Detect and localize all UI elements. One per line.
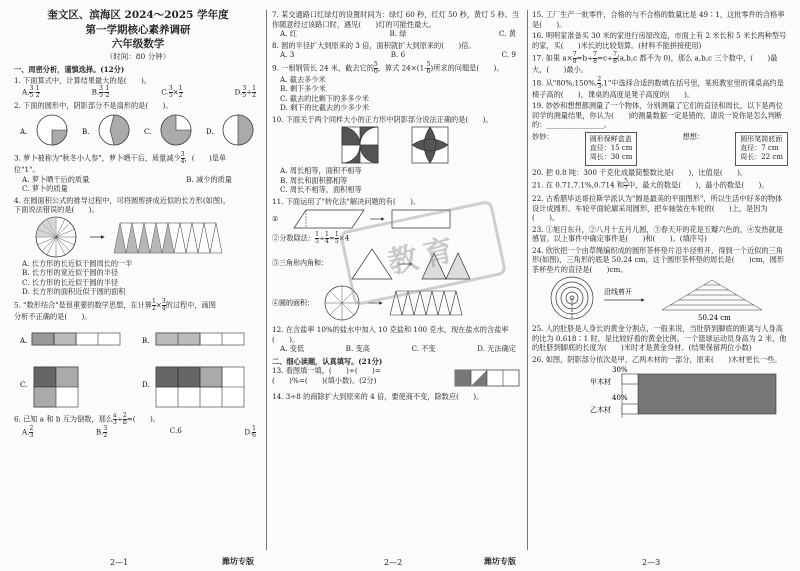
- column-divider-1: [266, 10, 267, 550]
- q5-option-c-label: C.: [20, 381, 28, 390]
- q9-options: [272, 75, 522, 113]
- q6-option-d[interactable]: D. $\frac{1}{6}$: [244, 425, 256, 440]
- question-11: 11. 下面运用了"转化法"解决问题的有( )。: [272, 196, 421, 206]
- q5-option-b-label: B.: [142, 337, 150, 346]
- exam-subtitle: 第一学期核心素养调研: [85, 23, 191, 36]
- column-3: [532, 8, 788, 420]
- q3-option-a[interactable]: A. 萝卜晒干后的质量: [22, 174, 90, 184]
- question-5: 5. "数形结合"是很重要的数学思想，在计算 $\frac{1}{2}$ × $\frac{3}{4}$ 的过程中，画图: [14, 297, 216, 312]
- q3-options: [14, 175, 262, 194]
- q2-circle-figures: [14, 110, 262, 150]
- question-8: 8. 圆的半径扩大到原来的 3 倍，面积就扩大到原来的( )倍。: [272, 40, 476, 50]
- question-4-cont: 下面说法错误的是( )。: [14, 205, 99, 215]
- q13-fraction-bar: [454, 366, 522, 390]
- q11-item-2: ②分数除法： $\frac{1}{5}$ ÷ $\frac{1}{4}$ = $\frac{1}{5}$ ×4: [272, 231, 350, 245]
- q10-option-b[interactable]: B. 周长和面积都相等: [280, 175, 348, 185]
- q10-square-left: [342, 127, 378, 163]
- q10-square-right: [412, 127, 448, 163]
- q5-figures: [14, 321, 262, 411]
- q26-wood-figure: [532, 364, 788, 420]
- footer-page-2: 2—2: [384, 558, 403, 567]
- question-4: 4. 在圆面积公式的推导过程中，可将圆剪拼成近似的长方形(如图)，: [14, 195, 231, 205]
- q11-item-4-label: ④圆的面积：: [272, 299, 314, 307]
- q9-option-d[interactable]: D. 剩下的比截去的少多少米: [280, 103, 370, 112]
- watermark-stamp: 教育: [339, 200, 507, 307]
- question-5-cont: 分析不正确的是( )。: [14, 311, 92, 321]
- section-1-title: 一、周密分析，谨慎选择。(12分): [14, 64, 125, 74]
- q7-option-a[interactable]: A. 红: [280, 29, 297, 38]
- q26-wood-a: [622, 374, 638, 384]
- q4-option-a[interactable]: A. 长方形的长近似于圆周长的一半: [22, 258, 133, 268]
- q1-option-a[interactable]: A. $\frac{3}{5}$ - $\frac{1}{2}$: [22, 84, 40, 99]
- question-9: 9. 一根钢管长 24 米，截去它的 $\frac{5}{6}$ ，算式 24×(1- $\frac{5}{6}$ )所求的问题是( )。: [272, 60, 504, 75]
- q8-options: [272, 50, 522, 60]
- q2-option-d-label: D.: [206, 128, 214, 137]
- q4-option-d[interactable]: D. 长方形的面积近似于圆的面积: [22, 287, 126, 297]
- q26-shaded-overlap: [638, 374, 776, 414]
- q2-option-b-label: B.: [82, 128, 90, 137]
- q3-option-c[interactable]: C. 萝卜的质量: [22, 184, 68, 194]
- q26-label-b: 乙木材: [590, 406, 611, 415]
- question-17: 17. 如果 a× $\frac{7}{8}$ =b÷ $\frac{7}{8}$ =c÷ $\frac{7}{8}$ (a,b,c 都不为 0)，那么 a,b,c 三个数中，( )最大，( )最小。: [532, 51, 778, 74]
- q6-option-b[interactable]: B. $\frac{3}{2}$: [95, 425, 108, 440]
- q24-coaster-figure: [532, 274, 788, 322]
- question-12: 12. 在含盐率 10%的盐水中加入 10 克盐和 100 克水，现在盐水的含盐率( )。: [272, 325, 509, 344]
- q24-base-label: 50.24 cm: [698, 314, 731, 323]
- q12-option-c[interactable]: C. 不变: [411, 344, 436, 353]
- q10-square-figures: [272, 124, 522, 166]
- q1-option-b[interactable]: B. $\frac{3}{5}$ - $\frac{1}{2}$: [91, 84, 110, 99]
- question-22: 22. 古希腊毕达哥拉斯学派认为"圆是最美的平面图形"，所以生活中好多的物体设计成圆形。车轮平面轮廓采用圆形，把车轴装在车轮的( )上，是因为( )。: [532, 194, 783, 223]
- exam-grade: 六年级数学: [111, 38, 165, 51]
- q1-option-c[interactable]: C. $\frac{3}{5}$ × $\frac{1}{2}$: [161, 84, 183, 99]
- q7-options: [272, 29, 522, 39]
- q5-figure-c: [34, 367, 78, 407]
- footer-page-1: 2—1: [110, 558, 129, 567]
- q1-option-d[interactable]: D. $\frac{3}{5}$ ÷ $\frac{1}{2}$: [234, 84, 256, 99]
- q26-label-a: 甲木材: [590, 378, 611, 387]
- q26-pct-b: 40%: [612, 394, 628, 403]
- q4-options: [14, 259, 262, 297]
- question-23: 23. ①旭日东升，②八月十五月儿圆，③春天开的花是五瓣六色的，④发热就是感冒。以上事件中确定事件是( )和( )。(填序号): [532, 224, 783, 244]
- footer-page-3: 2—3: [642, 558, 661, 567]
- q4-option-b[interactable]: B. 长方形的宽近似于圆的半径: [22, 268, 119, 278]
- q19-box-lid: 圆形保鲜盒盖 直径：15 cm 周长：30 cm: [585, 132, 638, 166]
- question-19: 19. 妙妙和想想都测量了一个物体，分别测量了它们的直径和周长，以下是两位同学的测量结果，你认为( )的测量数据一定是错的，请说一说你是怎么判断的：________________。: [532, 101, 783, 129]
- q6-option-c[interactable]: C.6: [169, 426, 182, 436]
- q2-option-a-label: A.: [20, 128, 28, 137]
- q11-item-3-label: ③三角形内角和：: [272, 259, 328, 267]
- question-3-cont: 位"1"。: [14, 165, 40, 175]
- q10-option-c[interactable]: C. 周长不相等，面积相等: [280, 185, 362, 194]
- exam-time: （时间：80 分钟）: [105, 52, 171, 62]
- q5-figure-b: [156, 333, 244, 345]
- q5-figure-d: [156, 367, 244, 407]
- question-15: 15. 工厂生产一批零件，合格的与不合格的数量比是 49∶1，这批零件的合格率是( )。: [532, 10, 785, 29]
- q8-option-b[interactable]: B. 6: [390, 50, 406, 59]
- q10-options: [272, 166, 522, 195]
- q7-option-c[interactable]: C. 黄: [499, 29, 516, 38]
- question-7: 7. 某交通路口红绿灯的设置时间为：绿灯 60 秒，红灯 50 秒，黄灯 5 秒。当你随意经过该路口时，遇见( )灯的可能性最大。: [272, 10, 519, 29]
- q7-option-b[interactable]: B. 绿: [389, 29, 407, 38]
- question-1: 1. 下面算式中，计算结果最大的是( )。: [14, 76, 151, 86]
- q3-option-b[interactable]: B. 减少的质量: [186, 174, 232, 184]
- question-20: 20. 把 0.8 吨：300 千克化成最简整数比是( )，比值是( )。: [532, 167, 748, 177]
- q12-option-d[interactable]: D. 无法确定: [477, 344, 516, 353]
- q8-option-a[interactable]: A. 3: [280, 50, 295, 59]
- q1-options: [14, 86, 262, 99]
- footer-brand-1: 潍坊专版: [222, 556, 254, 566]
- question-3: 3. 萝卜被称为"秋冬小人参"，萝卜晒干后，质量减少 $\frac{3}{4}$ ，( )是单: [14, 151, 227, 166]
- q2-semicircle-d: [238, 115, 253, 145]
- q2-nonsector-b: [110, 115, 129, 145]
- q10-option-a[interactable]: A. 周长相等，面积不相等: [280, 166, 362, 175]
- question-13: 13. 看图填一填。( )÷( )= ( )%=( )(填小数)。(2分): [272, 366, 522, 390]
- footer-brand-2: 潍坊专版: [484, 556, 516, 566]
- section-2-title: 二、细心读题，认真填写。(21分): [272, 356, 383, 366]
- q9-option-a[interactable]: A. 截去多少米: [280, 74, 326, 84]
- q11-parallelogram: [294, 210, 364, 228]
- q5-figure-a: [32, 333, 120, 345]
- exam-title: 奎文区、滨海区 2024～2025 学年度: [47, 9, 229, 21]
- q19-box-penholder: 圆形笔筒底面 直径：7 cm 周长：22 cm: [735, 132, 788, 166]
- question-24: 24. 欣欣把一个由草绳编织成的圆形茶杯垫片沿半径剪开，得到一个近似的三角形(如图)，三角形的底是 50.24 cm，这个圆形茶杯垫的周长是( )cm，圆形茶杯垫片的直径是( )cm。: [532, 245, 785, 274]
- question-2: 2. 下面的圆形中，阴影部分不是扇形的是( )。: [14, 100, 173, 110]
- q9-option-b[interactable]: B. 剩下多少米: [280, 84, 326, 93]
- q11-item-1-label: ①: [272, 215, 279, 223]
- q5-option-a-label: A.: [20, 337, 28, 346]
- q19-measurements: [532, 132, 788, 166]
- q5-option-d-label: D.: [142, 381, 150, 390]
- column-divider-2: [527, 10, 528, 550]
- q12-option-b[interactable]: B. 变高: [345, 344, 370, 353]
- q19-label-miaomiao: 妙妙：: [532, 131, 554, 141]
- question-26: 26. 如图，阴影部分依次是甲、乙两木材的一部分，原来( )木材更长一些。: [532, 354, 782, 364]
- q6-option-a[interactable]: A. $\frac{2}{3}$: [22, 425, 34, 440]
- q6-options: [14, 426, 262, 439]
- q9-option-c[interactable]: C. 截去的比剩下的多多少米: [280, 93, 369, 103]
- q26-wood-b: [622, 404, 638, 414]
- question-6: 6. 已知 a 和 b 互为倒数，那么 $\frac{a}{3}$ ÷ $\frac{2}{b}$ =( )。: [14, 412, 160, 427]
- question-14: 14. 3÷8 的商除扩大到原来的 4 倍，要使商不变，除数应( )。: [272, 392, 484, 401]
- q26-pct-a: 30%: [612, 366, 628, 375]
- q24-triangle: [662, 280, 762, 310]
- column-1: [14, 8, 262, 439]
- q4-option-c[interactable]: C. 长方形的长近似于圆的半径: [22, 277, 119, 287]
- question-25: 25. 人的肚脐是人身长的黄金分割点，一般来说，当肚脐到脚底的距离与人身高的比为 0.618∶1 时，是比较好看的黄金比例。一个篮球运动员身高为 2 米，他的肚脐到脚底的长度为( )米时才是黄金身材。(结果保留两位小数): [532, 324, 787, 353]
- q19-label-xiangxiang: 想想：: [682, 131, 705, 141]
- q8-option-c[interactable]: C. 9: [501, 50, 516, 59]
- question-16: 16. 明明家准备买 30 米的家进行房屋改造，市面上有 2 米长和 5 米长两种型号的家，买( )米长的比较划算。(材料不能拼接使用): [532, 31, 787, 50]
- question-18: 18. 从"80%,150%, $\frac{2}{3}$ ,1"中选择合适的数填在括号里，某班教室里的课桌高约是椅子高的( )，课桌的高度是凳子高度的( )。: [532, 75, 784, 99]
- q4-circle-to-rectangle-figure: [14, 215, 262, 259]
- q2-option-c-label: C.: [144, 128, 152, 137]
- question-10: 10. 下面关于两个同样大小的正方形中阴影部分说法正确的是( )。: [272, 114, 493, 124]
- q12-option-a[interactable]: A. 变低: [280, 344, 305, 353]
- question-21: 21. 在 0.71,7.1%,0.714 和 $\frac{5}{7}$ 中，最大的数是( )，最小的数是( )。: [532, 178, 769, 193]
- q24-cut-label: 沿线剪开: [604, 288, 632, 297]
- q2-sector-a: [52, 130, 67, 145]
- q12-options: [272, 344, 522, 354]
